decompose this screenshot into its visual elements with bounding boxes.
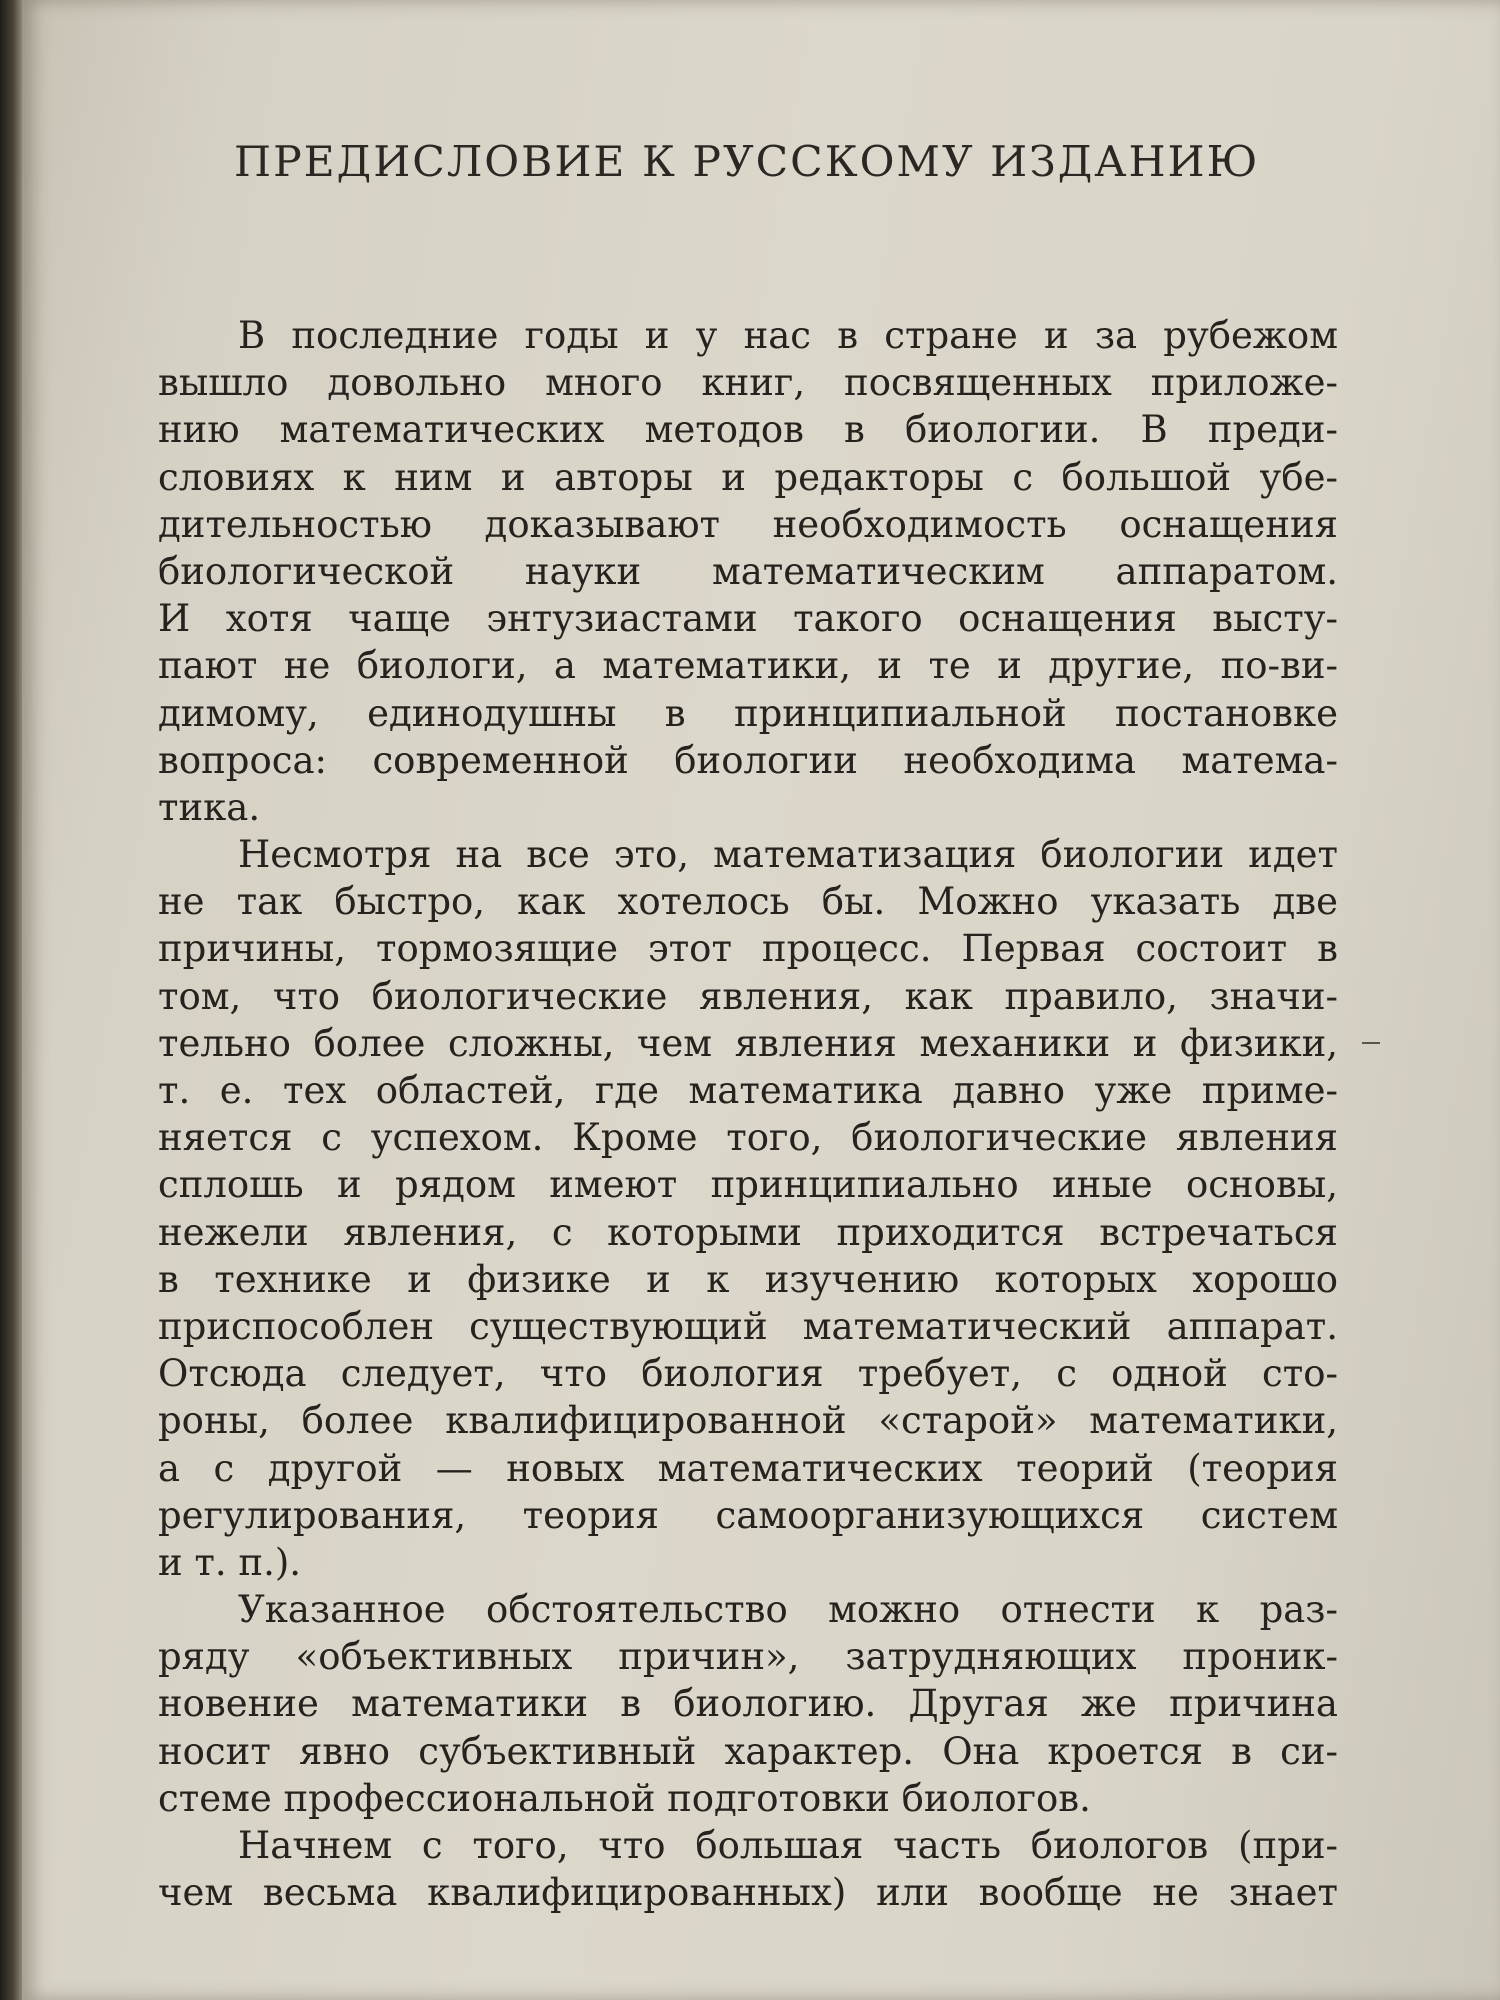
text-line: вопроса: современной биологии необходима матема- <box>158 738 1338 782</box>
text-line: приспособлен существующий математический аппарат. <box>158 1304 1338 1348</box>
book-page <box>22 0 1500 2000</box>
text-line: Несмотря на все это, математизация биологии идет <box>238 833 1338 877</box>
text-line: Указанное обстоятельство можно отнести к раз- <box>238 1588 1338 1632</box>
text-line: Отсюда следует, что биология требует, с одной сто- <box>158 1352 1338 1396</box>
text-line: вышло довольно много книг, посвященных приложе- <box>158 361 1338 405</box>
text-line: т. е. тех областей, где математика давно уже приме- <box>158 1069 1338 1112</box>
text-line: а с другой — новых математических теорий (теория <box>158 1446 1338 1490</box>
text-line: Начнем с того, что большая часть биологов (при- <box>238 1824 1338 1867</box>
text-line: и т. п.). <box>158 1540 302 1584</box>
text-line: регулирования, теория самоорганизующихся систем <box>158 1493 1338 1537</box>
text-line: няется с успехом. Кроме того, биологические явления <box>158 1116 1338 1160</box>
text-line: словиях к ним и авторы и редакторы с большой убе- <box>158 455 1338 499</box>
text-line: в технике и физике и к изучению которых хорошо <box>158 1257 1338 1301</box>
text-line: не так быстро, как хотелось бы. Можно указать две <box>158 880 1338 924</box>
text-line: стеме профессиональной подготовки биологов. <box>158 1776 1091 1820</box>
text-line: тика. <box>158 785 261 829</box>
text-line: нию математических методов в биологии. В преди- <box>158 408 1338 452</box>
text-line: нежели явления, с которыми приходится встречаться <box>158 1210 1338 1254</box>
text-line: димому, единодушны в принципиальной постановке <box>158 691 1338 735</box>
text-line: причины, тормозящие этот процесс. Первая состоит в <box>158 927 1338 971</box>
text-line: И хотя чаще энтузиастами такого оснащения высту- <box>158 597 1338 641</box>
text-line: пают не биологи, а математики, и те и другие, по-ви- <box>158 644 1338 688</box>
page-title: ПРЕДИСЛОВИЕ К РУССКОМУ ИЗДАНИЮ <box>234 138 1260 187</box>
body-text <box>158 312 1338 1916</box>
text-line: сплошь и рядом имеют принципиально иные основы, <box>158 1163 1338 1207</box>
text-line: чем весьма квалифицированных) или вообще не знает <box>158 1871 1338 1915</box>
text-line: тельно более сложны, чем явления механики и физики, <box>158 1021 1338 1065</box>
text-line: новение математики в биологию. Другая же причина <box>158 1682 1338 1726</box>
text-line: носит явно субъективный характер. Она кроется в си- <box>158 1729 1338 1773</box>
text-line: том, что биологические явления, как правило, значи- <box>158 974 1338 1018</box>
text-line: биологической науки математическим аппаратом. <box>158 549 1338 593</box>
page-edge-shadow <box>0 0 22 2000</box>
text-line: дительностью доказывают необходимость оснащения <box>158 502 1338 546</box>
text-line: ряду «объективных причин», затрудняющих проник- <box>158 1635 1338 1679</box>
text-line: роны, более квалифицированной «старой» математики, <box>158 1399 1338 1443</box>
text-line: В последние годы и у нас в стране и за рубежом <box>238 314 1338 357</box>
margin-pencil-mark <box>1362 1042 1380 1044</box>
